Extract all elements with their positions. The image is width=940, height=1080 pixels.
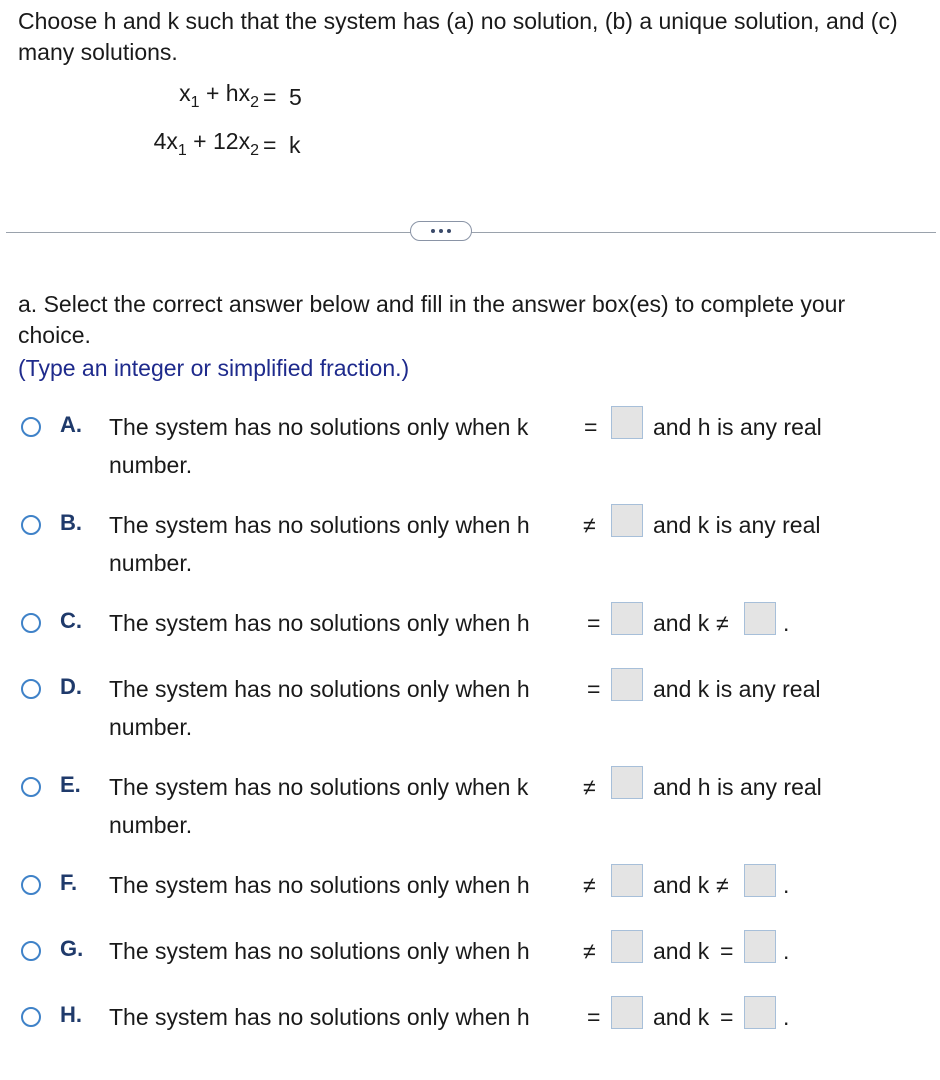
choice-text: The system has no solutions only when k <box>109 414 529 440</box>
equation-1-lhs: $x_1 + hx_2$ <box>179 80 259 111</box>
equation-1-rhs: 5 <box>289 84 302 110</box>
relation-symbol: = <box>587 610 601 636</box>
answer-box-1[interactable] <box>611 930 643 963</box>
equation-2-lhs: $4x_1 + 12x_2$ <box>153 128 259 159</box>
answer-box-2[interactable] <box>744 930 776 963</box>
choice-letter: F. <box>60 870 78 895</box>
relation-symbol: ≠ <box>583 774 596 800</box>
choice-letter: E. <box>60 772 81 797</box>
radio-button[interactable] <box>21 515 41 535</box>
relation-symbol-2: = <box>720 938 734 964</box>
choice-letter: D. <box>60 674 82 699</box>
relation-symbol: = <box>584 414 598 440</box>
choice-tail-line2: number. <box>109 452 193 478</box>
answer-box-1[interactable] <box>611 504 643 537</box>
answer-box-1[interactable] <box>611 864 643 897</box>
equation-2-equals: = <box>263 132 277 158</box>
radio-button[interactable] <box>21 875 41 895</box>
choice-text: The system has no solutions only when h <box>109 512 530 538</box>
period: . <box>783 872 790 898</box>
choice-c[interactable] <box>0 610 940 680</box>
choice-text: The system has no solutions only when h <box>109 1004 530 1030</box>
choice-text: The system has no solutions only when h <box>109 872 530 898</box>
relation-symbol: ≠ <box>583 938 596 964</box>
choice-h[interactable] <box>0 1004 940 1074</box>
problem-statement: Choose h and k such that the system has (a) no solution, (b) a unique solution, and (c) many solutions. <box>18 8 898 65</box>
answer-box-2[interactable] <box>744 864 776 897</box>
choice-text: The system has no solutions only when h <box>109 676 530 702</box>
period: . <box>783 1004 790 1030</box>
choice-tail: and h is any real <box>653 774 822 800</box>
choice-text: The system has no solutions only when h <box>109 610 530 636</box>
relation-symbol: ≠ <box>583 512 596 538</box>
part-a-prompt: a. Select the correct answer below and fill in the answer box(es) to complete your choice. <box>18 291 846 348</box>
part-a-hint: (Type an integer or simplified fraction.) <box>18 355 410 381</box>
radio-button[interactable] <box>21 613 41 633</box>
choice-g[interactable] <box>0 938 940 1008</box>
relation-symbol: ≠ <box>583 872 596 898</box>
choice-d[interactable] <box>0 676 940 746</box>
more-options-button[interactable] <box>410 221 472 241</box>
choice-b[interactable] <box>0 512 940 582</box>
radio-button[interactable] <box>21 777 41 797</box>
relation-symbol-2: = <box>720 1004 734 1030</box>
equation-1 <box>0 80 259 112</box>
choice-tail: and k is any real <box>653 512 821 538</box>
choice-tail: and h is any real <box>653 414 822 440</box>
radio-button[interactable] <box>21 417 41 437</box>
relation-symbol: = <box>587 1004 601 1030</box>
ellipsis-icon <box>431 229 435 233</box>
choice-letter: B. <box>60 510 82 535</box>
choice-text: The system has no solutions only when h <box>109 938 530 964</box>
choice-letter: H. <box>60 1002 82 1027</box>
equation-1-equals: = <box>263 84 277 110</box>
answer-box-2[interactable] <box>744 996 776 1029</box>
period: . <box>783 938 790 964</box>
choice-e[interactable] <box>0 774 940 844</box>
choice-tail-line2: number. <box>109 714 193 740</box>
choice-letter: C. <box>60 608 82 633</box>
answer-box-2[interactable] <box>744 602 776 635</box>
answer-box-1[interactable] <box>611 996 643 1029</box>
choice-tail: and k <box>653 610 710 636</box>
choice-letter: G. <box>60 936 84 961</box>
choice-f[interactable] <box>0 872 940 942</box>
choice-tail: and k <box>653 1004 710 1030</box>
relation-symbol-2: ≠ <box>716 872 729 898</box>
choice-tail: and k <box>653 938 710 964</box>
choice-text: The system has no solutions only when k <box>109 774 529 800</box>
equation-2 <box>0 128 259 160</box>
answer-box-1[interactable] <box>611 406 643 439</box>
radio-button[interactable] <box>21 679 41 699</box>
relation-symbol: = <box>587 676 601 702</box>
equation-2-rhs: k <box>289 132 301 158</box>
answer-box-1[interactable] <box>611 668 643 701</box>
choice-tail-line2: number. <box>109 550 193 576</box>
answer-box-1[interactable] <box>611 766 643 799</box>
relation-symbol-2: ≠ <box>716 610 729 636</box>
period: . <box>783 610 790 636</box>
choice-tail: and k is any real <box>653 676 821 702</box>
choice-a[interactable] <box>0 414 940 484</box>
choice-letter: A. <box>60 412 82 437</box>
radio-button[interactable] <box>21 1007 41 1027</box>
radio-button[interactable] <box>21 941 41 961</box>
answer-box-1[interactable] <box>611 602 643 635</box>
choice-tail: and k <box>653 872 710 898</box>
choice-tail-line2: number. <box>109 812 193 838</box>
